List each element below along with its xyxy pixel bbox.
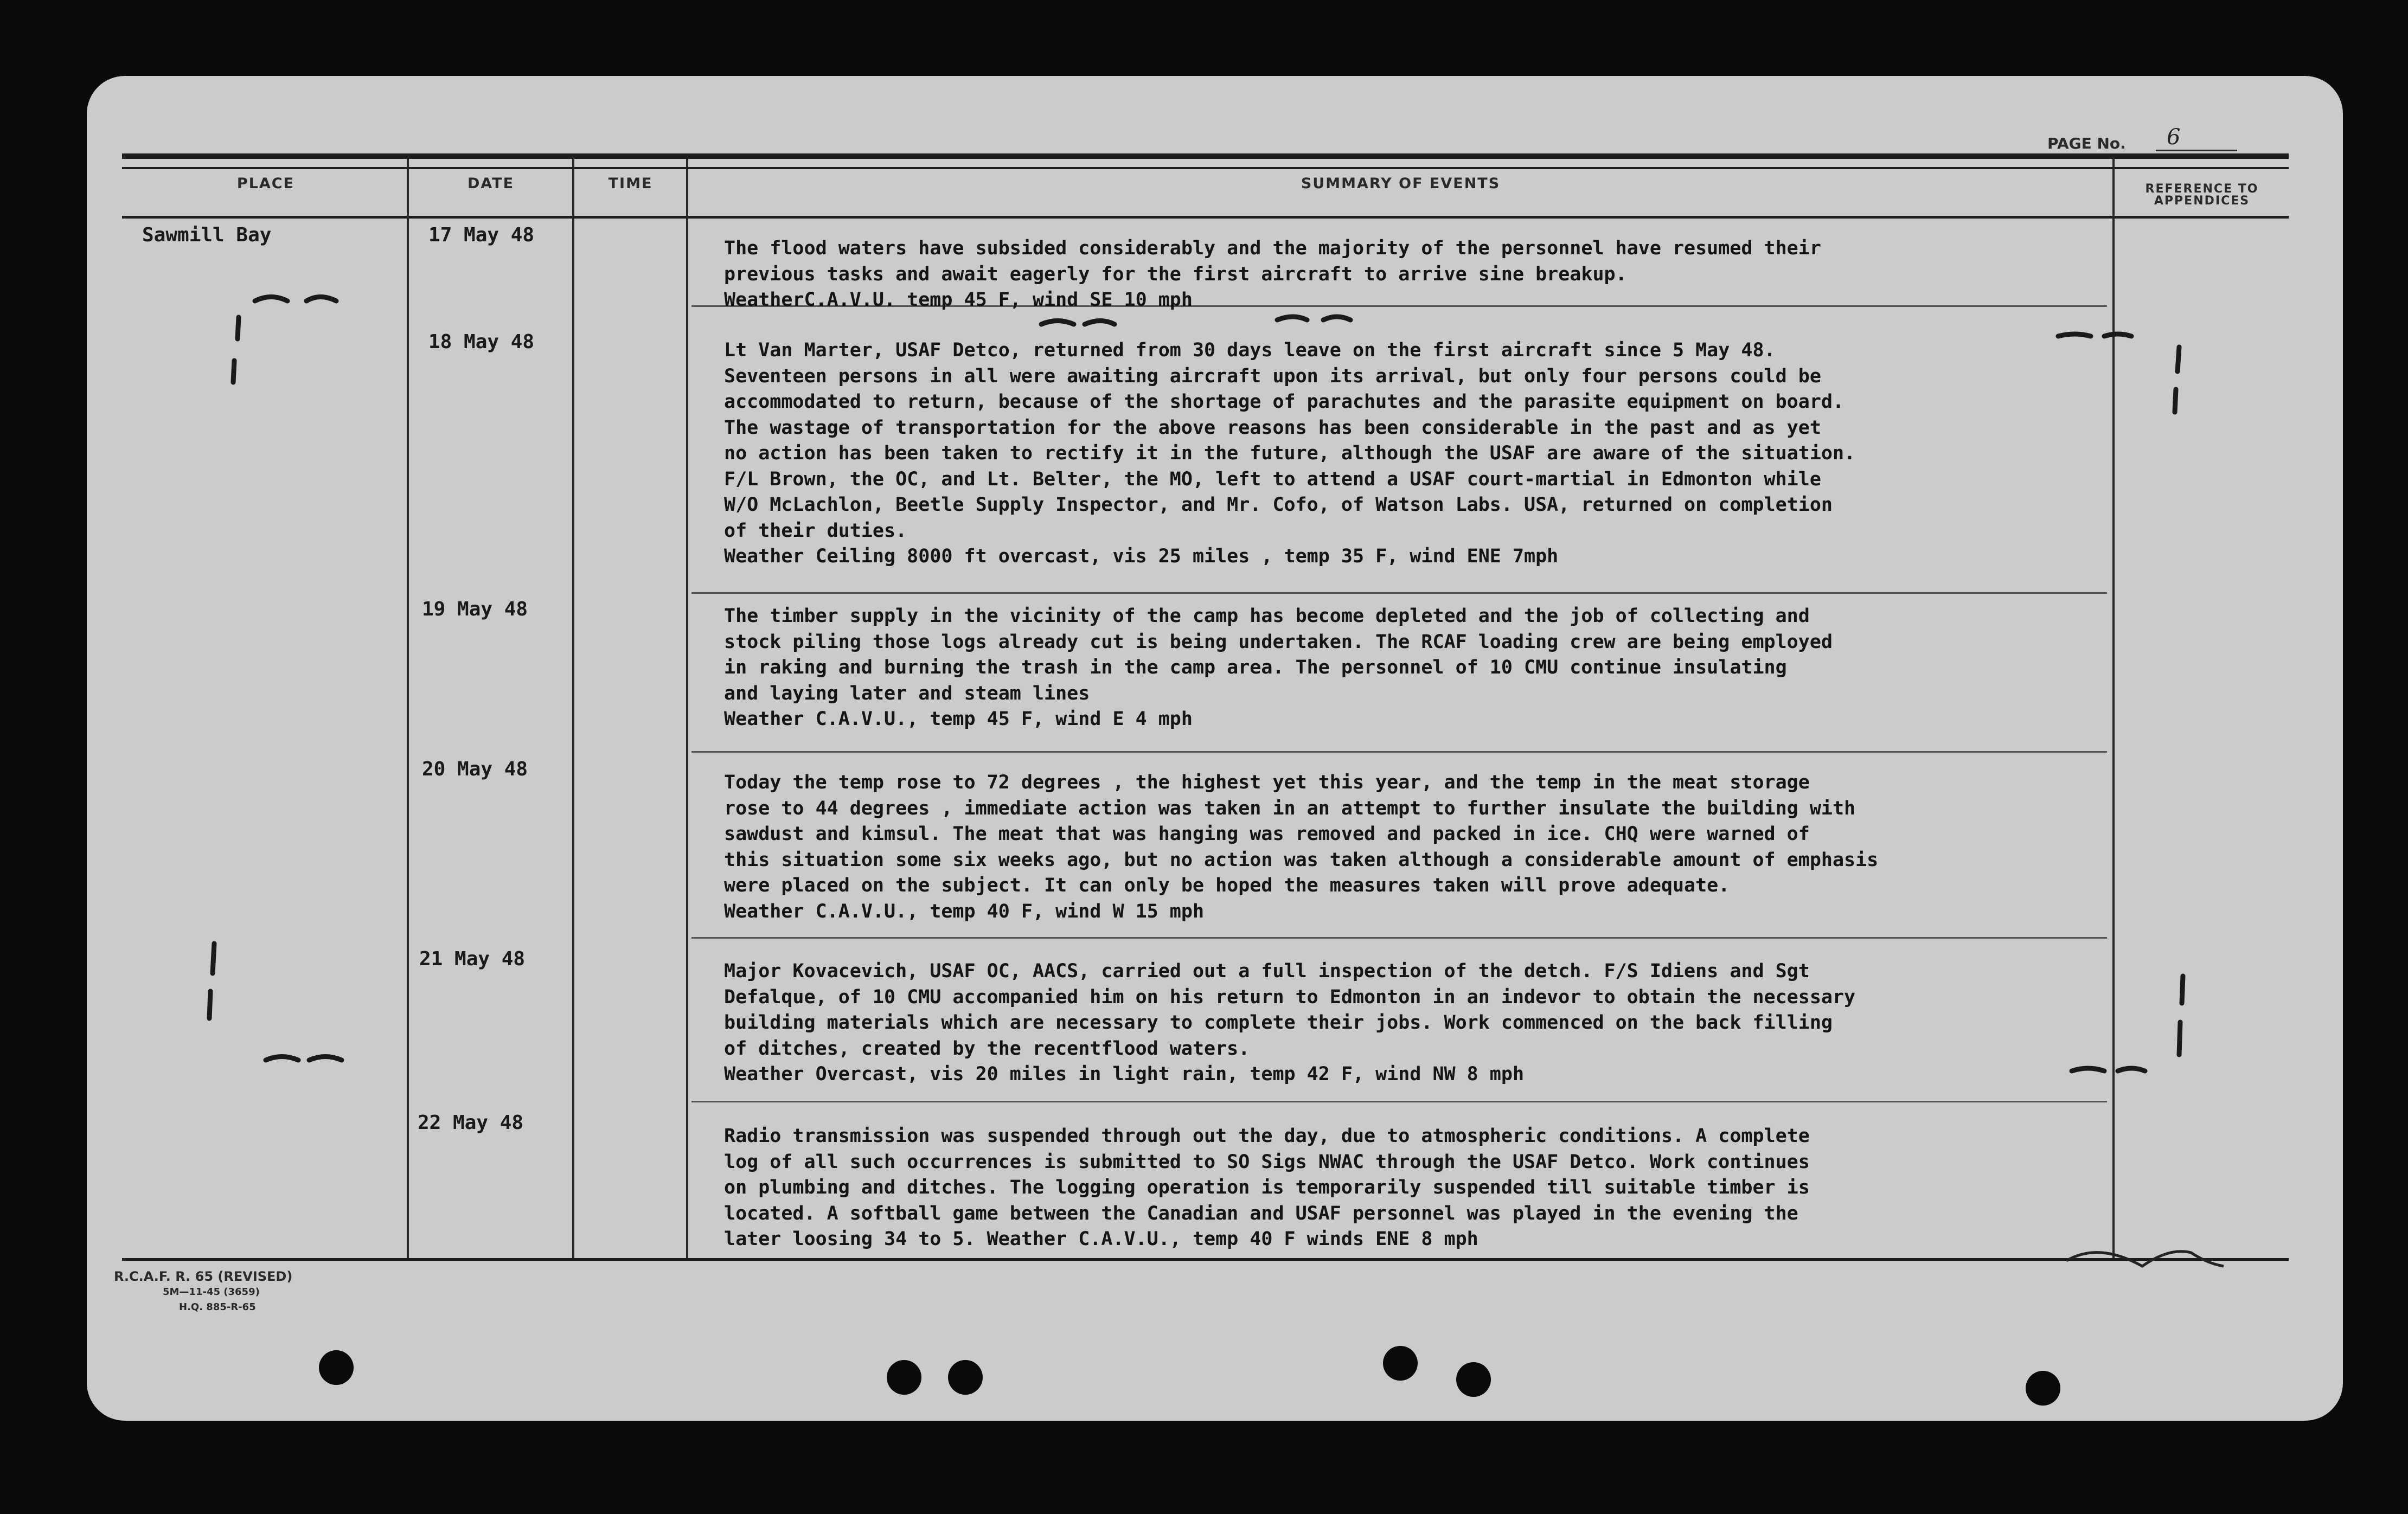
header-time: TIME [608, 175, 653, 192]
form-number: R.C.A.F. R. 65 (REVISED) [114, 1269, 293, 1284]
page-number-label: PAGE No. [2047, 134, 2126, 152]
summary-line: WeatherC.A.V.U. temp 45 F, wind SE 10 mph [724, 289, 1193, 311]
punch-hole [2026, 1371, 2060, 1406]
summary-line: Defalque, of 10 CMU accompanied him on his return to Edmonton in an indevor to obtain the necessary [724, 986, 1856, 1008]
summary-line: sawdust and kimsul. The meat that was hanging was removed and packed in ice. CHQ were warned of [724, 823, 1810, 845]
header-place: PLACE [236, 175, 295, 192]
summary-line: no action has been taken to rectify it in the future, although the USAF are aware of the situation. [724, 442, 1856, 464]
summary-line: rose to 44 degrees , immediate action was taken in an attempt to further insulate the building with [724, 797, 1856, 819]
punch-hole [948, 1360, 983, 1395]
header-date: DATE [467, 175, 515, 192]
punch-hole [887, 1360, 921, 1395]
summary-line: in raking and burning the trash in the camp area. The personnel of 10 CMU continue insulating [724, 657, 1787, 678]
summary-line: accommodated to return, because of the shortage of parachutes and the parasite equipment on board. [724, 391, 1845, 413]
date-cell: 19 May 48 [422, 598, 528, 620]
form-hq-code: H.Q. 885-R-65 [179, 1301, 256, 1313]
summary-line: Lt Van Marter, USAF Detco, returned from 30 days leave on the first aircraft since 5 May 48. [724, 339, 1776, 361]
summary-line: Seventeen persons in all were awaiting aircraft upon its arrival, but only four persons could be [724, 365, 1821, 387]
summary-line: were placed on the subject. It can only be hoped the measures taken will prove adequate. [724, 875, 1730, 896]
summary-line: Radio transmission was suspended through out the day, due to atmospheric conditions. A complete [724, 1125, 1810, 1147]
date-cell: 20 May 48 [422, 758, 528, 780]
summary-line: and laying later and steam lines [724, 682, 1090, 704]
place-cell: Sawmill Bay [142, 224, 272, 246]
summary-line: F/L Brown, the OC, and Lt. Belter, the MO, left to attend a USAF court-martial in Edmonton while [724, 468, 1821, 490]
summary-line: W/O McLachlon, Beetle Supply Inspector, and Mr. Cofo, of Watson Labs. USA, returned on completion [724, 494, 1833, 516]
summary-line: this situation some six weeks ago, but no action was taken although a considerable amount of emphasis [724, 849, 1879, 871]
summary-line: The timber supply in the vicinity of the camp has become depleted and the job of collecting and [724, 605, 1810, 627]
page-number-value: 6 [2156, 125, 2237, 151]
summary-line: Weather Overcast, vis 20 miles in light rain, temp 42 F, wind NW 8 mph [724, 1063, 1525, 1085]
summary-line: Weather Ceiling 8000 ft overcast, vis 25 miles , temp 35 F, wind ENE 7mph [724, 546, 1559, 567]
summary-line: log of all such occurrences is submitted to SO Sigs NWAC through the USAF Detco. Work continues [724, 1151, 1810, 1173]
header-summary: SUMMARY OF EVENTS [1301, 175, 1501, 192]
date-cell: 18 May 48 [428, 331, 535, 353]
summary-line: located. A softball game between the Canadian and USAF personnel was played in the evening the [724, 1202, 1798, 1224]
summary-line: The flood waters have subsided considerably and the majority of the personnel have resumed their [724, 238, 1821, 259]
punch-hole [1383, 1346, 1418, 1381]
summary-line: on plumbing and ditches. The logging operation is temporarily suspended till suitable timber is [724, 1177, 1810, 1198]
header-reference-line2: APPENDICES [2154, 194, 2250, 208]
summary-line: later loosing 34 to 5. Weather C.A.V.U., temp 40 F winds ENE 8 mph [724, 1228, 1478, 1250]
date-cell: 22 May 48 [418, 1112, 524, 1134]
form-print-code: 5M—11-45 (3659) [163, 1286, 260, 1298]
summary-line: building materials which are necessary to complete their jobs. Work commenced on the back filling [724, 1012, 1833, 1034]
summary-line: of ditches, created by the recentflood waters. [724, 1037, 1250, 1060]
punch-hole [319, 1350, 354, 1385]
header-reference-line1: REFERENCE TO [2145, 182, 2259, 196]
summary-line: Weather C.A.V.U., temp 45 F, wind E 4 mph [724, 708, 1193, 730]
summary-line: Today the temp rose to 72 degrees , the highest yet this year, and the temp in the meat storage [724, 772, 1810, 793]
summary-line: Weather C.A.V.U., temp 40 F, wind W 15 mph [724, 900, 1205, 922]
date-cell: 17 May 48 [428, 224, 535, 246]
punch-hole [1456, 1362, 1491, 1397]
summary-line: Major Kovacevich, USAF OC, AACS, carried out a full inspection of the detch. F/S Idiens and Sgt [724, 960, 1810, 982]
summary-line: stock piling those logs already cut is being undertaken. The RCAF loading crew are being employed [724, 631, 1833, 653]
initials-signature [2066, 1252, 2224, 1266]
summary-line: The wastage of transportation for the above reasons has been considerable in the past and as yet [724, 416, 1821, 439]
summary-line: of their duties. [724, 519, 907, 542]
summary-line: previous tasks and await eagerly for the first aircraft to arrive sine breakup. [724, 263, 1627, 285]
date-cell: 21 May 48 [419, 948, 526, 970]
